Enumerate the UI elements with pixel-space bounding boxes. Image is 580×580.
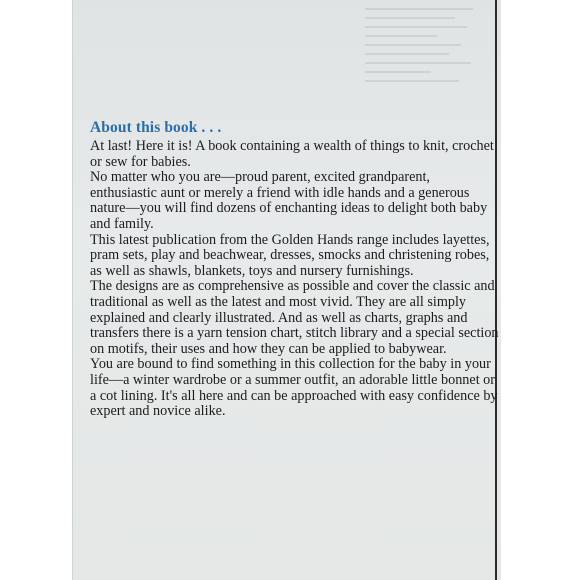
section-heading: About this book . . . xyxy=(90,119,222,136)
show-through-text xyxy=(365,8,485,118)
paragraph-intro: At last! Here it is! A book containing a wealth of things to knit, crochet or sew for babies. xyxy=(90,138,494,170)
paragraph-closing: You are bound to find something in this collection for the baby in your life—a winter wardrobe or a summer outfit, an adorable little bonnet or a cot lining. It's all here and can be approached with easy confidence by expert and novice alike. xyxy=(90,356,498,420)
paragraph-audience: No matter who you are—proud parent, excited grandparent, enthusiastic aunt or merely a friend with idle hands and a generous nature—you will find dozens of enchanting ideas to delight both baby and family. xyxy=(90,169,488,232)
paragraph-designs: The designs are as comprehensive as possible and cover the classic and traditional as well as the latest and most vivid. They are all simply explained and clearly illustrated. And as well as charts, graphs and transfers there is a yarn tension chart, stitch library and a special section on motifs, their uses and how they can be applied to babywear. xyxy=(90,278,499,357)
paragraph-contents: This latest publication from the Golden Hands range includes layettes, pram sets, play and beachwear, dresses, smocks and christening robes, as well as shawls, blankets, toys and nursery furnishings. xyxy=(90,231,490,279)
body-text xyxy=(90,139,500,420)
